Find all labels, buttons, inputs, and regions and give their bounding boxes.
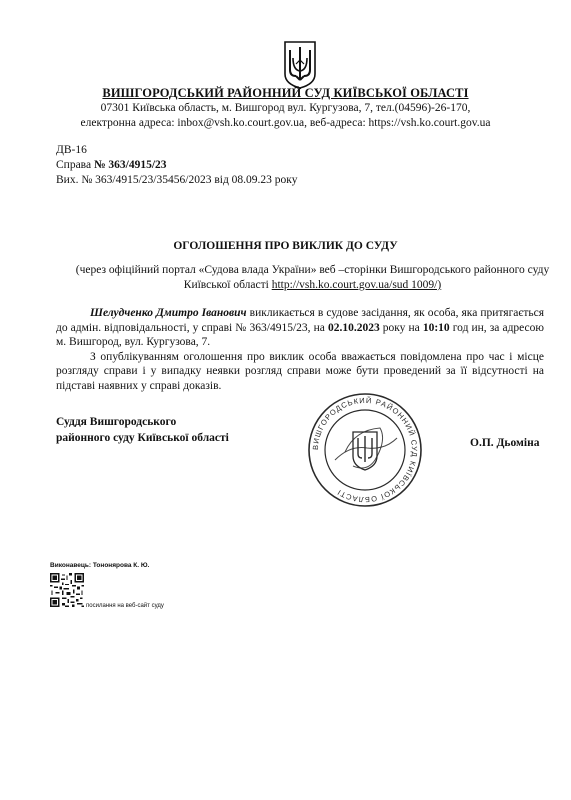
qr-caption: посилання на веб-сайт суду [86, 603, 164, 609]
judge-name: О.П. Дьоміна [470, 437, 540, 449]
case-number: № 363/4915/23 [93, 159, 167, 171]
portal-text: (через офіційний портал «Судова влада України» веб –сторінки Вишгородського районного суду Київської області [75, 264, 550, 291]
case-prefix: Справа [56, 159, 94, 171]
notice-title: ОГОЛОШЕННЯ ПРО ВИКЛИК ДО СУДУ [173, 240, 398, 252]
court-address [0, 101, 571, 130]
hearing-date: 02.10.2023 [327, 321, 380, 334]
seal-text: ВИШГОРОДСЬКИЙ РАЙОННИЙ СУД КИЇВСЬКОЇ ОБЛАСТІ [310, 395, 420, 505]
summons-text: год ин, за адресою м. Вишгород, вул. Кургузова, 7. [56, 321, 545, 348]
executor-line: Виконавець: Тононярова К. Ю. [50, 562, 150, 569]
consequence-paragraph: З опублікуванням оголошення про виклик особа вважається повідомлена про час і місце розгляду справи і у випадку неявки розгляд справи може бути проведений за її відсутності на підставі наявних у справі доказів. [56, 350, 544, 392]
summons-text: викликається в судове засідання, як особа, яка притягається до адмін. відповідальності, у справі № 363/4915/23, на [56, 307, 544, 334]
qr-code-icon[interactable] [50, 573, 84, 607]
court-name: ВИШГОРОДСЬКИЙ РАЙОННИЙ СУД КИЇВСЬКОЇ ОБЛАСТІ [102, 86, 469, 100]
court-seal-icon [305, 390, 425, 510]
person-name: Шелудченко Дмитро Іванович [90, 307, 247, 319]
contact-line: електронна адреса: inbox@vsh.ko.court.gov.ua, веб-адреса: https://vsh.ko.court.gov.ua [80, 116, 491, 129]
judge-title-line: районного суду Київської області [56, 432, 229, 444]
summons-paragraph [56, 306, 544, 350]
doc-code: ДВ-16 [56, 144, 87, 156]
document-meta [56, 143, 297, 188]
judge-title-line: Суддя Вишгородського [56, 416, 177, 428]
portal-note [70, 263, 555, 293]
address-line: 07301 Київська область, м. Вишгород вул. Кургузова, 7, тел.(04596)-26-170, [100, 102, 471, 114]
notice-body [56, 306, 544, 393]
hearing-time: 10:10 [422, 321, 450, 334]
ukraine-trident-icon [283, 40, 317, 90]
portal-link[interactable]: http://vsh.ko.court.gov.ua/sud 1009/) [271, 279, 442, 291]
outgoing-number: Вих. № 363/4915/23/35456/2023 від 08.09.23 року [56, 174, 298, 186]
summons-text: року на [379, 321, 423, 334]
case-line [56, 158, 297, 173]
judge-title [56, 414, 229, 446]
